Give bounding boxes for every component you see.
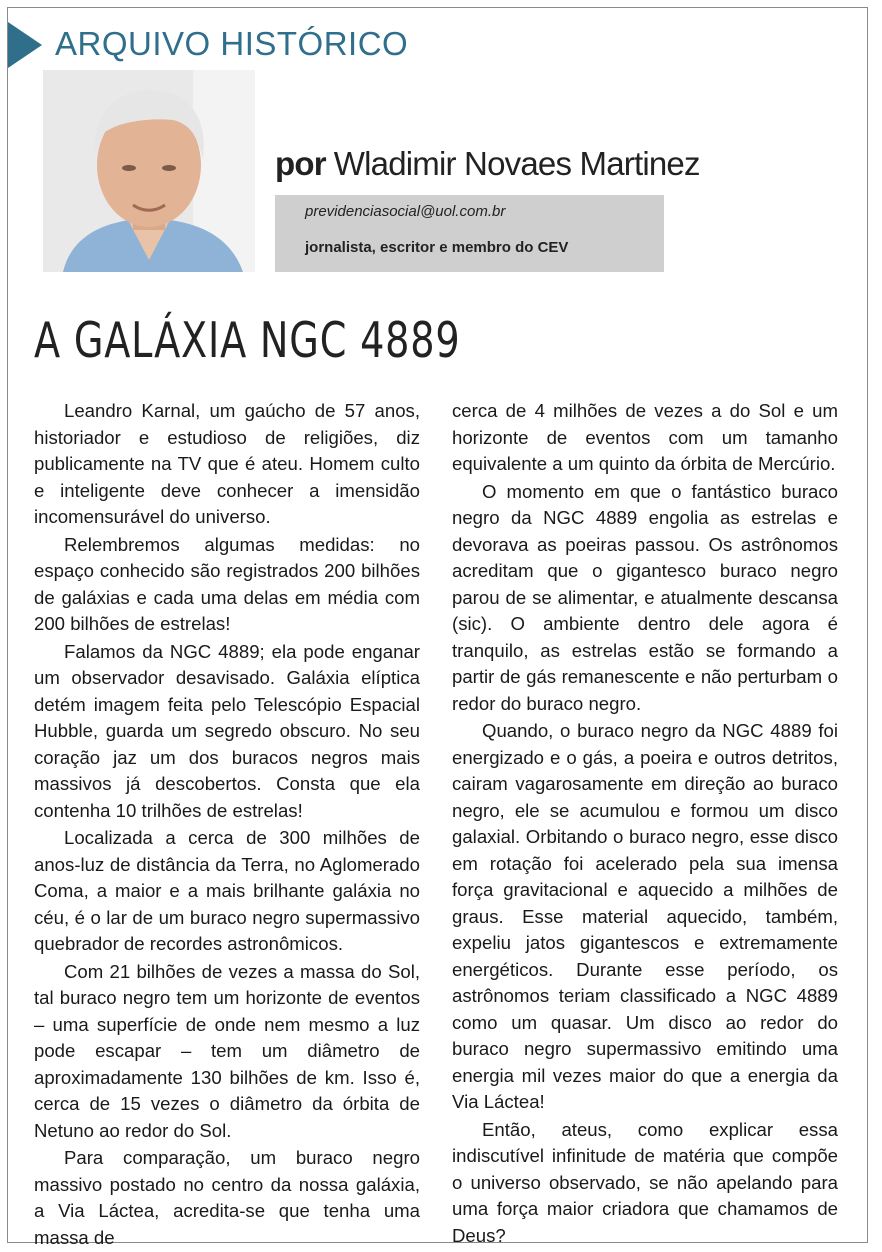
section-title: ARQUIVO HISTÓRICO xyxy=(55,25,409,62)
paragraph: Quando, o buraco negro da NGC 4889 foi energizado e o gás, a poeira e outros detritos, cairam vagarosamente em direção ao buraco negro, ele se acumulou e formou um disco galaxial. Orbitando o buraco negro, esse disco em rotação foi acelerado pela sua imensa força gravitacional e aquecido a milhões de graus. Esse material aquecido, também, expeliu jatos gigantescos e extremamente energéticos. Durante esse período, os astrônomos teriam classificado a NGC 4889 como um quasar. Um disco ao redor do buraco negro supermassivo emitindo uma energia mil vezes maior do que a energia da Via Láctea! xyxy=(452,720,838,1112)
paragraph: Relembremos algumas medidas: no espaço conhecido são registrados 200 bilhões de galáxias e cada uma delas em média com 200 bilhões de estrelas! xyxy=(34,533,420,634)
paragraph: Falamos da NGC 4889; ela pode enganar um observador desavisado. Galáxia elíptica detém imagem feita pelo Telescópio Espacial Hubble, guarda um segredo obscuro. No seu coração jaz um dos buracos negros mais massivos já descobertos. Consta que ela contenha 10 trilhões de estrelas! xyxy=(34,640,420,821)
author-byline xyxy=(275,145,700,183)
paragraph-continuation: cerca de 4 milhões de vezes a do Sol e um horizonte de eventos com um tamanho equivalente a um quinto da órbita de Mercúrio. xyxy=(452,400,838,474)
author-info-box xyxy=(275,195,664,272)
article-column-left xyxy=(34,398,420,1252)
author-role: jornalista, escritor e membro do CEV xyxy=(305,239,569,256)
byline-prefix: por xyxy=(275,145,326,182)
paragraph: Então, ateus, como explicar essa indiscutível infinitude de matéria que compõe o universo observado, se não apelando para uma força maior criadora que chamamos de Deus? xyxy=(452,1118,838,1246)
section-arrow-icon xyxy=(8,22,42,68)
article-column-right xyxy=(452,398,838,1250)
article-title: A GALÁXIA NGC 4889 xyxy=(34,312,461,369)
author-photo xyxy=(43,70,255,272)
paragraph: O momento em que o fantástico buraco negro da NGC 4889 engolia as estrelas e devorava as poeiras passou. Os astrônomos acreditam que o gigantesco buraco negro parou de se alimentar, e atualmente descansa (sic). O ambiente dentro dele agora é tranquilo, as estrelas estão se formando a partir de gás remanescente e não perturbam o redor do buraco negro. xyxy=(452,480,838,714)
paragraph: Localizada a cerca de 300 milhões de anos-luz de distância da Terra, no Aglomerado Coma, a maior e a mais brilhante galáxia no céu, é o lar de um buraco negro supermassivo quebrador de recordes astronômicos. xyxy=(34,827,420,954)
author-email: previdenciasocial@uol.com.br xyxy=(305,203,506,220)
paragraph: Para comparação, um buraco negro massivo postado no centro da nossa galáxia, a Via Láctea, acredita-se que tenha uma massa de xyxy=(34,1147,420,1248)
author-name: Wladimir Novaes Martinez xyxy=(333,145,700,182)
paragraph: Com 21 bilhões de vezes a massa do Sol, tal buraco negro tem um horizonte de eventos – uma superfície de onde nem mesmo a luz pode escapar – tem um diâmetro de aproximadamente 130 bilhões de km. Isso é, cerca de 15 vezes o diâmetro da órbita de Netuno ao redor do Sol. xyxy=(34,960,420,1141)
paragraph: Leandro Karnal, um gaúcho de 57 anos, historiador e estudioso de religiões, diz publicamente na TV que é ateu. Homem culto e inteligente deve conhecer a imensidão incomensurável do universo. xyxy=(34,400,420,527)
